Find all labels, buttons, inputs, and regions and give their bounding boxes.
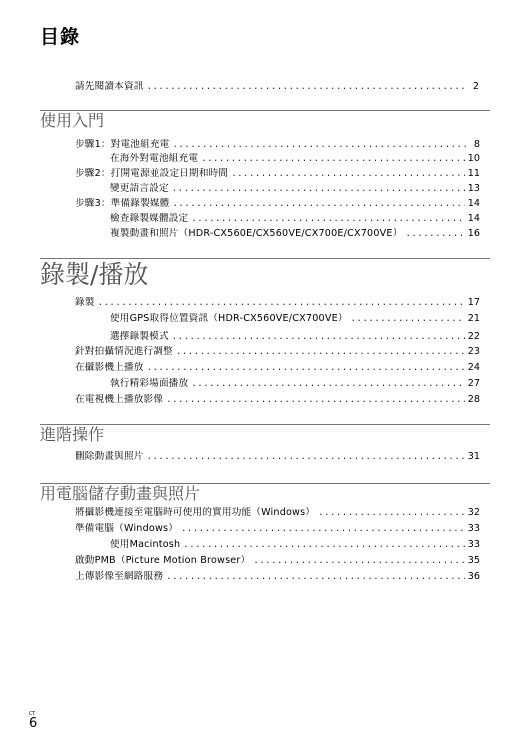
toc-entry-page: 11: [467, 168, 480, 179]
toc-entry-highlight-playback[interactable]: [110, 378, 480, 390]
toc-entry-label: 在電視機上播放影像: [75, 394, 164, 405]
toc-entry-change-language[interactable]: [110, 183, 480, 195]
footer-page-number: 6: [29, 716, 38, 731]
toc-entry-label: 使用Macintosh: [110, 539, 181, 550]
toc-entry-page: 35: [467, 555, 480, 566]
toc-leader-dots: [318, 507, 465, 519]
toc-entry-page: 27: [467, 378, 480, 389]
toc-entry-useful-functions[interactable]: [75, 507, 480, 519]
toc-leader-dots: [172, 139, 467, 151]
toc-entry-page: 31: [467, 451, 480, 462]
toc-entry-playback-tv[interactable]: [75, 394, 480, 406]
toc-entry-recording-mode[interactable]: [110, 331, 480, 343]
toc-entry-page: 21: [467, 313, 480, 324]
toc-leader-dots: [147, 362, 465, 374]
toc-entry-upload[interactable]: [75, 571, 480, 583]
section-heading-advanced: 進階操作: [40, 424, 490, 443]
toc-entry-page: 36: [467, 571, 480, 582]
toc-entry-delete[interactable]: [75, 451, 480, 463]
toc-leader-dots: [98, 297, 465, 309]
toc-entry-page: 8: [473, 139, 480, 150]
toc-entry-page: 22: [467, 331, 480, 342]
toc-entry-page: 32: [467, 507, 480, 518]
toc-entry-label: 針對拍攝情況進行調整: [75, 346, 173, 357]
toc-entry-label: 啟動PMB（Picture Motion Browser）: [75, 555, 251, 566]
toc-entry-label: 使用GPS取得位置資訊（HDR-CX560VE/CX700VE）: [110, 313, 348, 324]
toc-entry-page: 24: [467, 362, 480, 373]
toc-entry-copy-movies[interactable]: [110, 228, 480, 240]
toc-leader-dots: [253, 555, 464, 567]
toc-entry-page: 10: [467, 153, 480, 164]
toc-entry-label: 執行精彩場面播放: [110, 378, 189, 389]
toc-entry-label: 檢查錄製媒體設定: [110, 213, 189, 224]
toc-entry-label: 上傳影像至網路服務: [75, 571, 164, 582]
toc-leader-dots: [166, 394, 465, 406]
toc-leader-dots: [181, 523, 465, 535]
toc-entry-page: 28: [467, 394, 480, 405]
page-title: 目錄: [40, 26, 81, 48]
toc-entry-adjust-shooting[interactable]: [75, 346, 480, 358]
toc-entry-page: 33: [467, 539, 480, 550]
toc-leader-dots: [191, 213, 464, 225]
toc-leader-dots: [176, 346, 465, 358]
toc-leader-dots: [201, 153, 465, 165]
toc-leader-dots: [172, 331, 465, 343]
toc-entry-label: 準備電腦（Windows）: [75, 523, 178, 534]
toc-entry-playback-camera[interactable]: [75, 362, 480, 374]
toc-entry-step1[interactable]: [75, 139, 480, 151]
toc-entry-label: 將攝影機連接至電腦時可使用的實用功能（Windows）: [75, 507, 316, 518]
toc-entry-page: 16: [467, 228, 480, 239]
toc-leader-dots: [147, 81, 466, 93]
toc-leader-dots: [405, 228, 464, 240]
toc-entry-step2[interactable]: [75, 168, 480, 180]
toc-entry-label: 步驟3：準備錄製媒體: [75, 198, 170, 209]
toc-entry-page: 13: [467, 183, 480, 194]
toc-leader-dots: [172, 183, 465, 195]
toc-entry-label: 刪除動畫與照片: [75, 451, 144, 462]
toc-entry-gps[interactable]: [110, 313, 480, 325]
toc-leader-dots: [166, 571, 465, 583]
toc-entry-label: 複製動畫和照片（HDR-CX560E/CX560VE/CX700E/CX700VE）: [110, 228, 403, 239]
toc-entry-page: 17: [467, 297, 480, 308]
toc-leader-dots: [191, 378, 464, 390]
toc-leader-dots: [231, 168, 465, 180]
toc-leader-dots: [183, 539, 465, 551]
section-heading-computer: 用電腦儲存動畫與照片: [40, 483, 490, 502]
toc-entry-label: 選擇錄製模式: [110, 331, 169, 342]
toc-entry-charge-abroad[interactable]: [110, 153, 480, 165]
section-heading-getting-started: 使用入門: [40, 110, 490, 129]
toc-entry-prepare-windows[interactable]: [75, 523, 480, 535]
toc-entry-page: 14: [467, 198, 480, 209]
toc-entry-macintosh[interactable]: [110, 539, 480, 551]
toc-entry-label: 請先閱讀本資訊: [75, 81, 144, 92]
toc-entry-start-pmb[interactable]: [75, 555, 480, 567]
toc-entry-page: 14: [467, 213, 480, 224]
toc-entry-page: 33: [467, 523, 480, 534]
toc-entry-label: 在攝影機上播放: [75, 362, 144, 373]
toc-entry-check-media[interactable]: [110, 213, 480, 225]
toc-leader-dots: [351, 313, 465, 325]
toc-entry-page: 2: [472, 81, 479, 92]
section-heading-recording-playback: 錄製/播放: [40, 258, 490, 287]
toc-entry-label: 步驟2：打開電源並設定日期和時間: [75, 168, 229, 179]
toc-entry-label: 變更語言設定: [110, 183, 169, 194]
toc-entry-recording[interactable]: [75, 297, 480, 309]
toc-leader-dots: [172, 198, 464, 210]
toc-entry-step3[interactable]: [75, 198, 480, 210]
toc-entry-page: 23: [467, 346, 480, 357]
footer-language-tag: CT: [29, 711, 36, 717]
toc-leader-dots: [147, 451, 465, 463]
toc-entry-read-first[interactable]: [75, 81, 479, 93]
toc-entry-label: 步驟1：對電池組充電: [75, 139, 170, 150]
toc-entry-label: 錄製: [75, 297, 95, 308]
toc-entry-label: 在海外對電池組充電: [110, 153, 199, 164]
